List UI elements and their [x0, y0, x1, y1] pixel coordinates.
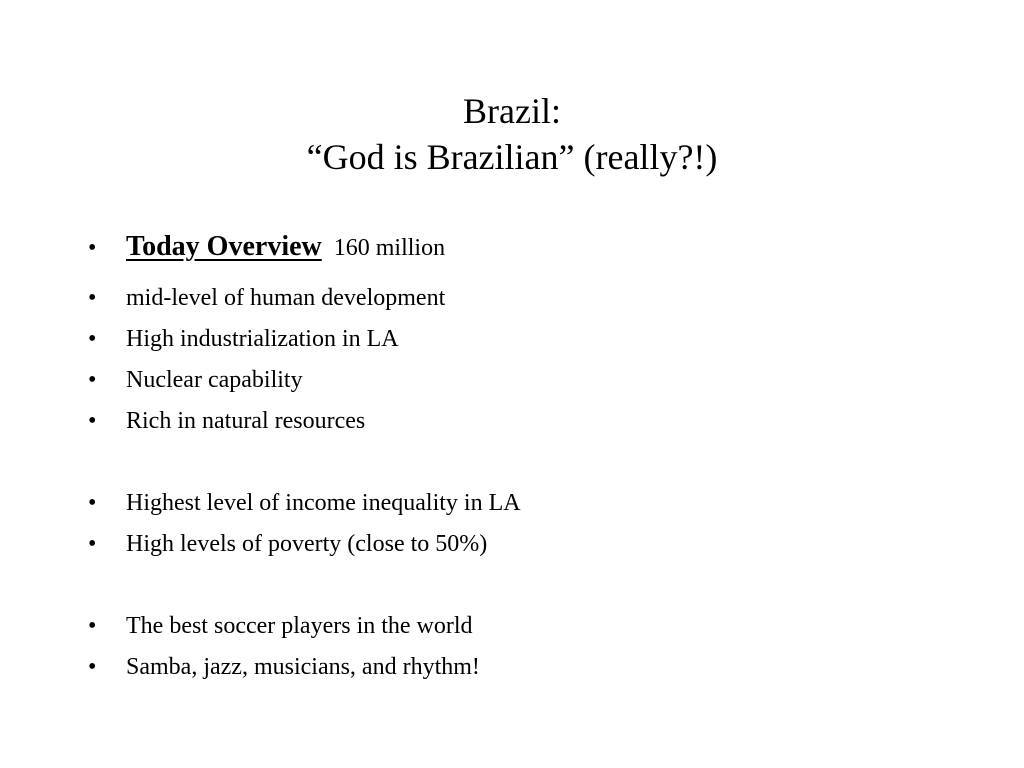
bullet-marker: •	[88, 285, 97, 311]
bullet-marker: •	[88, 531, 97, 557]
bullet-text: Rich in natural resources	[126, 408, 366, 434]
population-value: 160 million	[333, 235, 446, 261]
bullet-text: Nuclear capability	[126, 367, 303, 393]
bullet-marker: •	[88, 367, 97, 393]
slide-title	[0, 88, 1024, 180]
bullet-text: Samba, jazz, musicians, and rhythm!	[126, 654, 480, 680]
bullet-marker: •	[88, 408, 97, 434]
bullet-text: mid-level of human development	[126, 285, 446, 311]
bullet-item	[88, 529, 968, 559]
bullet-marker: •	[88, 490, 97, 516]
bullet-item	[88, 406, 968, 436]
bullet-item	[88, 611, 968, 641]
list-spacer	[88, 570, 968, 611]
bullet-item	[88, 488, 968, 518]
bullet-text: The best soccer players in the world	[126, 613, 473, 639]
bullet-marker: •	[88, 326, 97, 352]
bullet-text: High industrialization in LA	[126, 326, 399, 352]
bullet-marker: •	[88, 613, 97, 639]
bullet-item	[88, 652, 968, 682]
bullet-marker: •	[88, 235, 97, 261]
title-line-2: “God is Brazilian” (really?!)	[306, 137, 718, 177]
bullet-item	[88, 324, 968, 354]
bullet-list	[88, 228, 968, 693]
bullet-text: Highest level of income inequality in LA	[126, 490, 521, 516]
overview-heading: Today Overview	[126, 231, 322, 262]
bullet-item	[88, 365, 968, 395]
bullet-overview	[88, 228, 968, 266]
bullet-item	[88, 283, 968, 313]
title-line-1: Brazil:	[463, 91, 561, 131]
list-spacer	[88, 447, 968, 488]
bullet-text: High levels of poverty (close to 50%)	[126, 531, 488, 557]
bullet-marker: •	[88, 654, 97, 680]
